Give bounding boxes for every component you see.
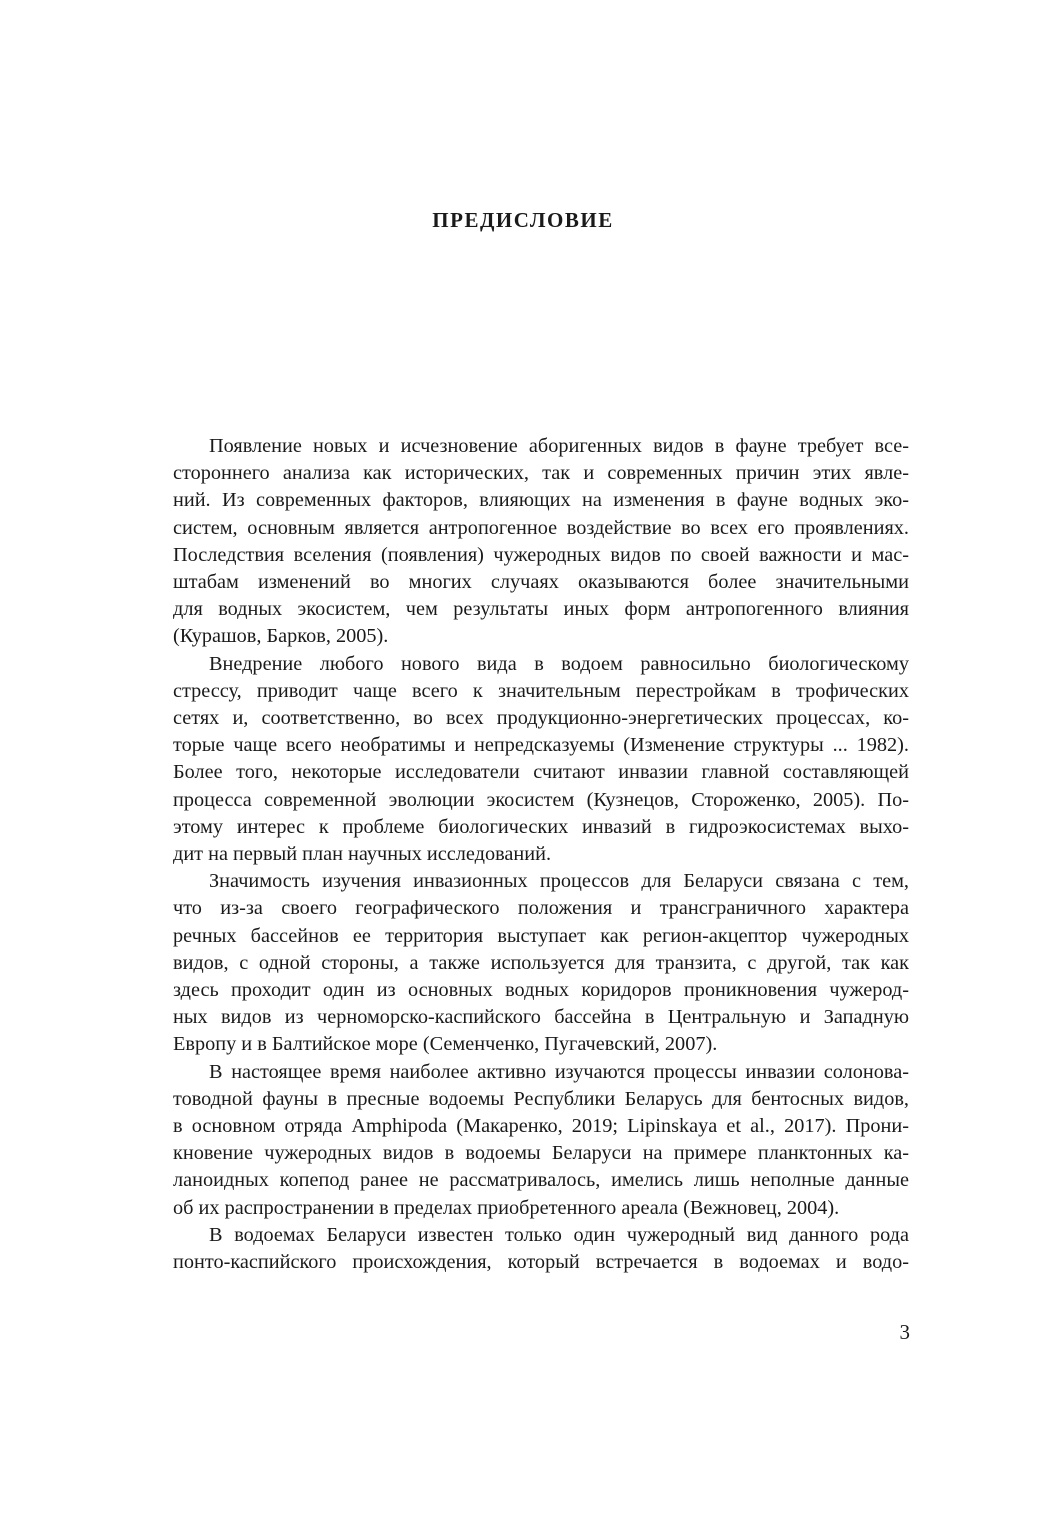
text-line: понто-каспийского происхождения, который встречается в водоемах и водо- <box>173 1251 909 1274</box>
text-line: сетях и, соответственно, во всех продукционно-энергетических процессах, ко- <box>173 707 909 730</box>
text-line: процесса современной эволюции экосистем (Кузнецов, Стороженко, 2005). По- <box>173 788 909 811</box>
text-line: В водоемах Беларуси известен только один чужеродный вид данного рода <box>209 1223 909 1246</box>
page-title: ПРЕДИСЛОВИЕ <box>432 208 614 232</box>
text-line: товодной фауны в пресные водоемы Республики Беларусь для бентосных видов, <box>173 1087 909 1110</box>
text-line: стороннего анализа как исторических, так и современных причин этих явле- <box>173 462 909 485</box>
paragraph-5 <box>137 1222 909 1276</box>
text-line: Европу и в Балтийское море (Семенченко, Пугачевский, 2007). <box>173 1033 718 1056</box>
paragraph-1 <box>137 433 909 651</box>
text-line: речных бассейнов ее территория выступает как регион-акцептор чужеродных <box>173 924 909 947</box>
text-line: штабам изменений во многих случаях оказываются более значительными <box>173 571 909 594</box>
text-line: систем, основным является антропогенное воздействие во всех его проявлениях. <box>173 516 909 539</box>
text-line: В настоящее время наиболее активно изучаются процессы инвазии солонова- <box>209 1060 909 1083</box>
text-line: кновение чужеродных видов в водоемы Беларуси на примере планктонных ка- <box>173 1142 909 1165</box>
page-number: 3 <box>899 1320 910 1344</box>
text-line: Последствия вселения (появления) чужеродных видов по своей важности и мас- <box>173 543 909 566</box>
text-line: ных видов из черноморско-каспийского бассейна в Центральную и Западную <box>173 1006 909 1029</box>
text-line: Значимость изучения инвазионных процессов для Беларуси связана с тем, <box>209 870 909 893</box>
paragraph-2 <box>137 651 909 869</box>
text-line: Более того, некоторые исследователи считают инвазии главной составляющей <box>173 761 909 784</box>
text-line: торые чаще всего необратимы и непредсказуемы (Изменение структуры ... 1982). <box>173 734 909 757</box>
text-line: об их распространении в пределах приобретенного ареала (Вежновец, 2004). <box>173 1196 840 1219</box>
body-text <box>137 433 909 1276</box>
paragraph-3 <box>137 868 909 1058</box>
text-line: этому интерес к проблеме биологических инвазий в гидроэкосистемах выхо- <box>173 815 909 838</box>
text-line: в основном отряда Amphipoda (Макаренко, 2019; Lipinskaya et al., 2017). Прони- <box>173 1115 909 1138</box>
text-line: Появление новых и исчезновение аборигенных видов в фауне требует все- <box>209 435 909 457</box>
text-line: видов, с одной стороны, а также используется для транзита, с другой, так как <box>173 951 909 974</box>
text-line: для водных экосистем, чем результаты иных форм антропогенного влияния <box>173 598 909 621</box>
text-line: дит на первый план научных исследований. <box>173 843 552 866</box>
text-line: (Курашов, Барков, 2005). <box>173 625 389 648</box>
text-line: ний. Из современных факторов, влияющих на изменения в фауне водных эко- <box>173 489 909 512</box>
text-line: стрессу, приводит чаще всего к значительным перестройкам в трофических <box>173 679 909 702</box>
text-line: здесь проходит один из основных водных коридоров проникновения чужерод- <box>173 979 909 1002</box>
paragraph-4 <box>137 1059 909 1222</box>
text-line: ланоидных копепод ранее не рассматривалось, имелись лишь неполные данные <box>173 1169 909 1192</box>
text-line: Внедрение любого нового вида в водоем равносильно биологическому <box>209 652 909 675</box>
text-line: что из-за своего географического положения и трансграничного характера <box>173 897 909 920</box>
